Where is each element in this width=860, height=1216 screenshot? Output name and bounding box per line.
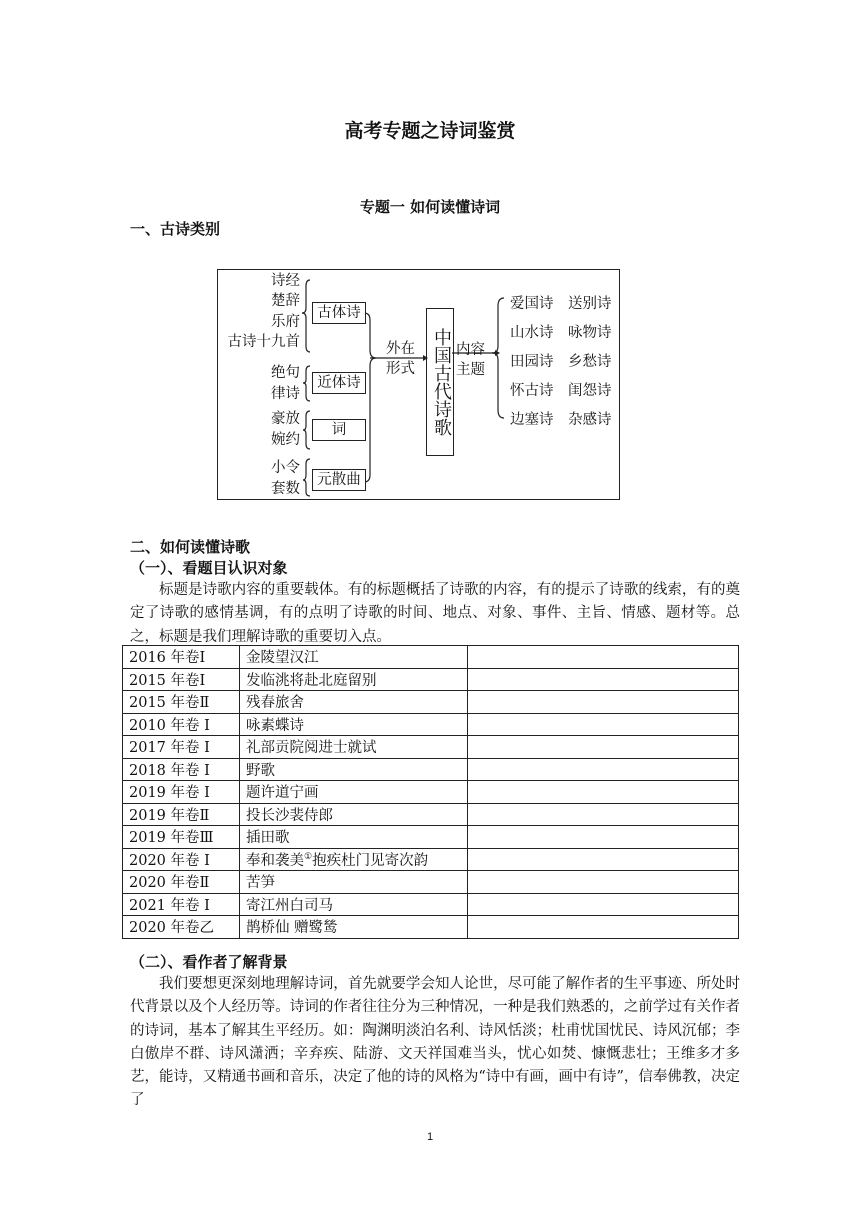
- table-row: [123, 848, 739, 871]
- subheading-author: （二）、看作者了解背景: [130, 953, 288, 971]
- document-title: 高考专题之诗词鉴赏: [344, 120, 516, 142]
- table-cell-year: 2020 年卷Ⅱ: [123, 871, 240, 894]
- table-cell-title: 苦笋: [240, 871, 468, 894]
- table-cell-empty: [468, 646, 739, 669]
- table-cell-empty: [468, 713, 739, 736]
- form-item-lvshi: 律诗: [271, 386, 300, 402]
- page-number: 1: [426, 1131, 434, 1143]
- table-row: [123, 871, 739, 894]
- table-cell-title: 鹊桥仙 赠鹭鸶: [240, 916, 468, 939]
- table-cell-title: 礼部贡院阅进士就试: [240, 736, 468, 759]
- table-cell-empty: [468, 871, 739, 894]
- table-cell-year: 2010 年卷 I: [123, 713, 240, 736]
- table-cell-title: 寄江州白司马: [240, 893, 468, 916]
- table-row: [123, 916, 739, 939]
- table-cell-empty: [468, 758, 739, 781]
- form-ci-box: 词: [312, 419, 366, 441]
- table-cell-empty: [468, 803, 739, 826]
- table-cell-year: 2015 年卷Ⅰ: [123, 668, 240, 691]
- table-cell-title: 投长沙裴侍郎: [240, 803, 468, 826]
- footnote-marker: ①: [304, 851, 313, 862]
- branch-label-waizai: 外在: [386, 341, 415, 357]
- table-row: [123, 781, 739, 804]
- theme-zagan: 杂感诗: [568, 412, 612, 428]
- form-sanqu-box: 元散曲: [312, 469, 366, 491]
- theme-huaigu: 怀古诗: [510, 383, 554, 399]
- heading-poem-categories: 一、古诗类别: [130, 220, 221, 238]
- paragraph-author-background: 我们要想更深刻地理解诗词，首先就要学会知人论世，尽可能了解作者的生平事迹、所处时代背景以及个人经历等。诗词的作者往往分为三种情况，一种是我们熟悉的，之前学过有关作者的诗词，基本了解其生平经历。如：陶渊明淡泊名利、诗风恬淡；杜甫忧国忧民、诗风沉郁；李白傲岸不群、诗风潇洒；辛弃疾、陆游、文天祥国难当头，忧心如焚、慷慨悲壮；王维多才多艺，能诗，又精通书画和音乐，决定了他的诗的风格为“诗中有画，画中有诗”，信奉佛教，决定了: [130, 976, 740, 1109]
- form-jintishi-box: 近体诗: [312, 372, 366, 394]
- title-part: 奉和袭美: [246, 852, 304, 869]
- table-cell-year: 2018 年卷 I: [123, 758, 240, 781]
- theme-aiguo: 爱国诗: [510, 296, 554, 312]
- poetry-category-diagram: [217, 269, 620, 500]
- title-part-rest: 抱疾杜门见寄次韵: [312, 852, 429, 869]
- table-cell-empty: [468, 893, 739, 916]
- form-item-taoshu: 套数: [271, 481, 300, 497]
- form-item-jueju: 绝句: [271, 365, 300, 381]
- form-item-yuefu: 乐府: [271, 314, 300, 330]
- form-item-gushi-19: 古诗十九首: [227, 334, 300, 350]
- table-cell-year: 2021 年卷 I: [123, 893, 240, 916]
- section-subtitle: 专题一 如何读懂诗词: [359, 198, 501, 216]
- form-item-haofang: 豪放: [271, 411, 300, 427]
- table-cell-empty: [468, 736, 739, 759]
- table-cell-empty: [468, 848, 739, 871]
- table-cell-title: 咏素蝶诗: [240, 713, 468, 736]
- table-row: [123, 893, 739, 916]
- table-cell-empty: [468, 781, 739, 804]
- table-cell-title: 野歌: [240, 758, 468, 781]
- table-row: [123, 646, 739, 669]
- table-cell-title: 金陵望汉江: [240, 646, 468, 669]
- form-gutishi-box: 古体诗: [312, 302, 366, 324]
- table-cell-title: 残春旅舍: [240, 691, 468, 714]
- table-cell-year: 2017 年卷 I: [123, 736, 240, 759]
- table-cell-title: [240, 848, 468, 871]
- table-cell-year: 2020 年卷 I: [123, 848, 240, 871]
- table-cell-title: 发临洮将赴北庭留别: [240, 668, 468, 691]
- table-cell-empty: [468, 916, 739, 939]
- table-cell-year: 2015 年卷Ⅱ: [123, 691, 240, 714]
- form-item-chuci: 楚辞: [271, 293, 300, 309]
- table-cell-year: 2016 年卷Ⅰ: [123, 646, 240, 669]
- branch-label-neirong: 内容: [456, 342, 485, 358]
- exam-poem-table: [122, 645, 739, 939]
- table-row: [123, 826, 739, 849]
- center-chinese-ancient-poetry: 中国古代诗歌: [426, 308, 454, 456]
- theme-songbie: 送别诗: [568, 296, 612, 312]
- table-cell-empty: [468, 668, 739, 691]
- table-cell-year: 2019 年卷 I: [123, 781, 240, 804]
- table-cell-empty: [468, 826, 739, 849]
- table-cell-year: 2019 年卷Ⅱ: [123, 803, 240, 826]
- theme-tianyuan: 田园诗: [510, 354, 554, 370]
- table-cell-empty: [468, 691, 739, 714]
- subheading-title: （一）、看题目认识对象: [130, 559, 288, 577]
- table-cell-year: 2019 年卷Ⅲ: [123, 826, 240, 849]
- theme-shanshui: 山水诗: [510, 325, 554, 341]
- table-row: [123, 713, 739, 736]
- table-cell-title: 插田歌: [240, 826, 468, 849]
- form-item-wanyue: 婉约: [271, 432, 300, 448]
- table-row: [123, 668, 739, 691]
- paragraph-title-importance: 标题是诗歌内容的重要载体。有的标题概括了诗歌的内容，有的提示了诗歌的线索，有的奠定了诗歌的感情基调，有的点明了诗歌的时间、地点、对象、事件、主旨、情感、题材等。总之，标题是我们理解诗歌的重要切入点。: [130, 582, 740, 645]
- theme-guiyuan: 闺怨诗: [568, 383, 612, 399]
- table-cell-year: 2020 年卷乙: [123, 916, 240, 939]
- table-row: [123, 736, 739, 759]
- table-row: [123, 691, 739, 714]
- theme-yongwu: 咏物诗: [568, 325, 612, 341]
- branch-label-zhuti: 主题: [456, 362, 485, 378]
- table-cell-title: 题许道宁画: [240, 781, 468, 804]
- form-item-xiaoling: 小令: [271, 460, 300, 476]
- table-row: [123, 758, 739, 781]
- table-row: [123, 803, 739, 826]
- form-item-shijing: 诗经: [271, 273, 300, 289]
- branch-label-xingshi: 形式: [386, 361, 415, 377]
- theme-biansai: 边塞诗: [510, 412, 554, 428]
- heading-how-to-read: 二、如何读懂诗歌: [130, 538, 251, 556]
- theme-xiangchou: 乡愁诗: [568, 354, 612, 370]
